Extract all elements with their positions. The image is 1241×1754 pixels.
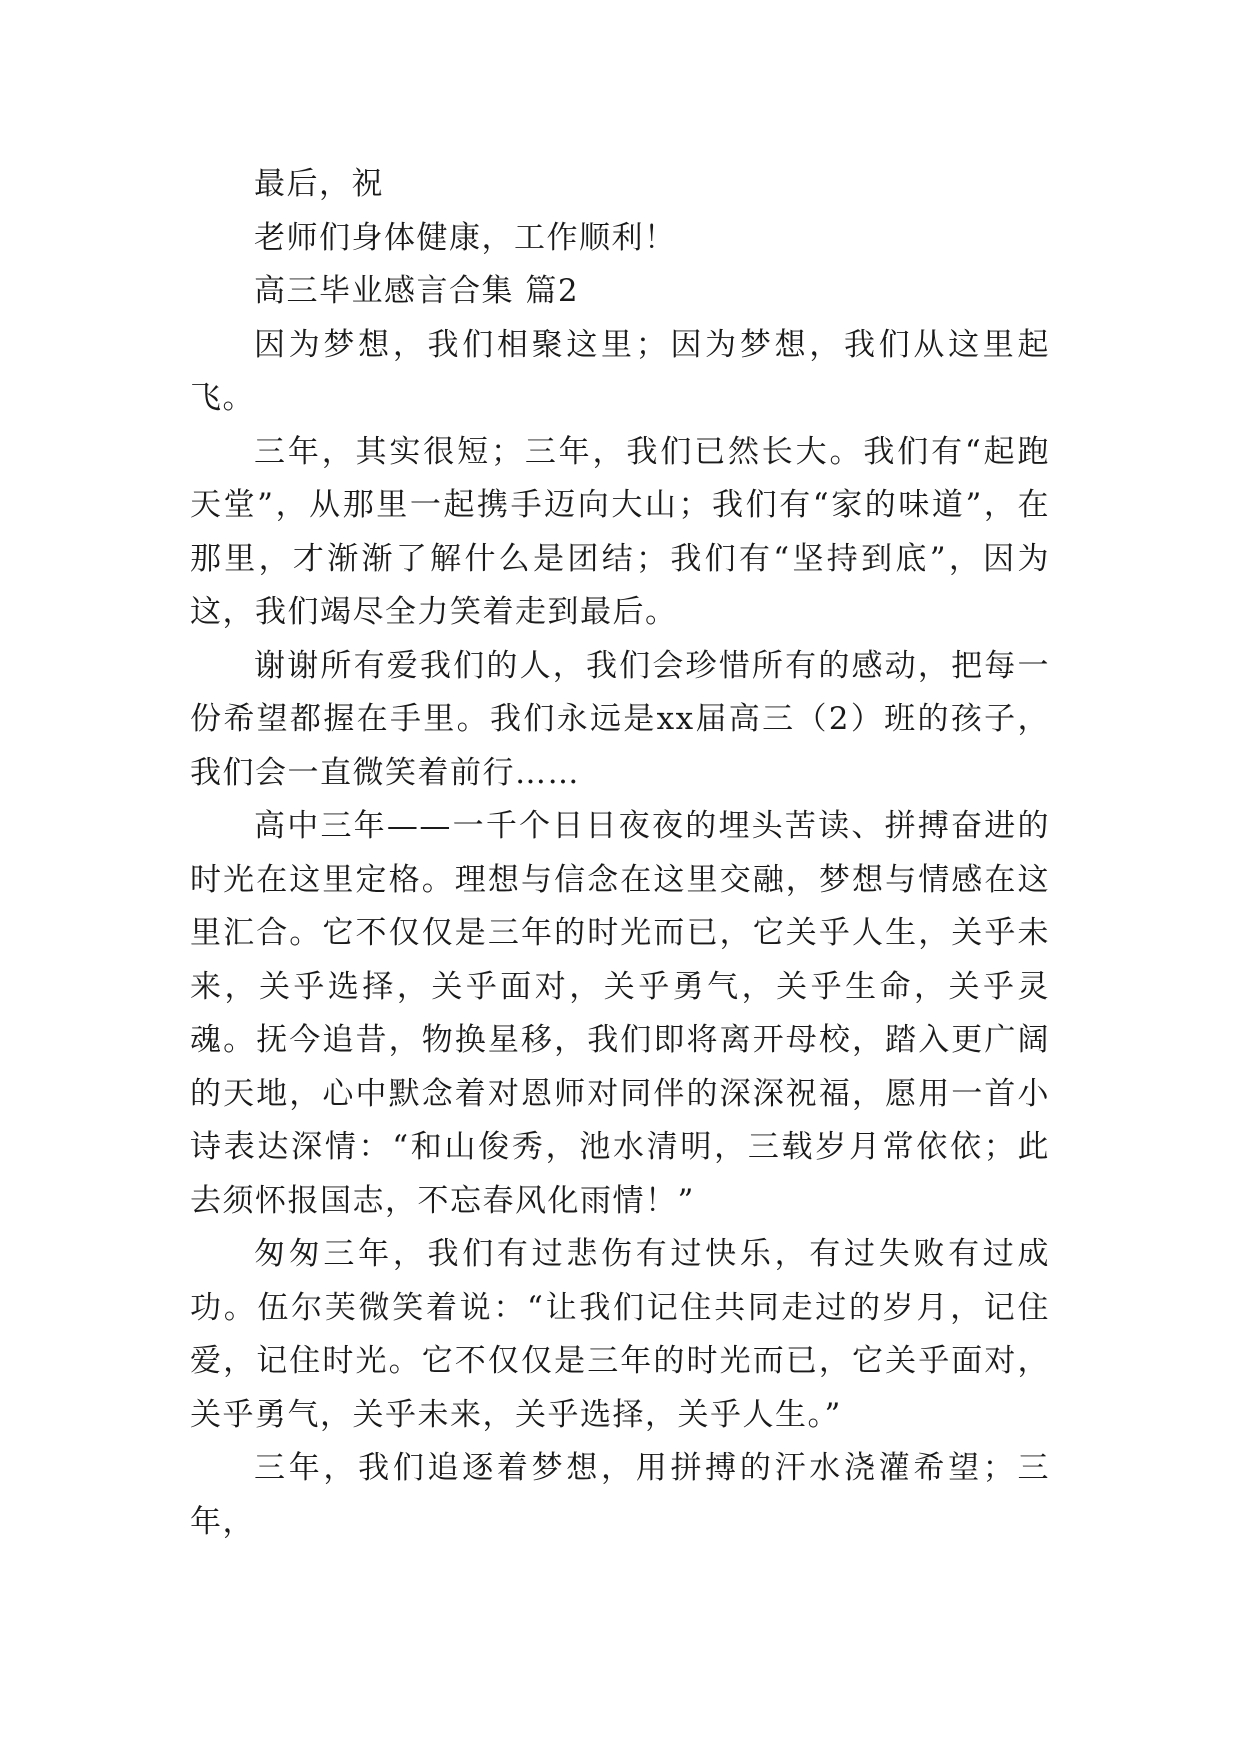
body-paragraph: 因为梦想，我们相聚这里；因为梦想，我们从这里起飞。 [190,326,1050,416]
body-paragraph: 高中三年——一千个日日夜夜的埋头苦读、拼搏奋进的时光在这里定格。理想与信念在这里交融，梦想与情感在这里汇合。它不仅仅是三年的时光而已，它关乎人生，关乎未来，关乎选择，关乎面对，关乎勇气，关乎生命，关乎灵魂。抚今追昔，物换星移，我们即将离开母校，踏入更广阔的天地，心中默念着对恩师对同伴的深深祝福，愿用一首小诗表达深情：“和山俊秀，池水清明，三载岁月常依依；此去须怀报国志，不忘春风化雨情！” [190,808,1050,1219]
section-heading: 高三毕业感言合集 篇2 [254,273,580,309]
body-paragraph: 谢谢所有爱我们的人，我们会珍惜所有的感动，把每一份希望都握在手里。我们永远是xx届高三（2）班的孩子，我们会一直微笑着前行…… [190,647,1050,791]
closing-line: 最后，祝 [254,166,384,202]
body-paragraph: 三年，我们追逐着梦想，用拼搏的汗水浇灌希望；三年， [190,1450,1050,1540]
document-page [190,158,1050,1549]
closing-wish: 老师们身体健康，工作顺利！ [254,219,677,256]
body-paragraph: 三年，其实很短；三年，我们已然长大。我们有“起跑天堂”，从那里一起携手迈向大山；我们有“家的味道”，在那里，才渐渐了解什么是团结；我们有“坚持到底”，因为这，我们竭尽全力笑着走到最后。 [190,433,1050,630]
body-paragraph: 匆匆三年，我们有过悲伤有过快乐，有过失败有过成功。伍尔芙微笑着说：“让我们记住共同走过的岁月，记住爱，记住时光。它不仅仅是三年的时光而已，它关乎面对，关乎勇气，关乎未来，关乎选择，关乎人生。” [190,1236,1050,1433]
